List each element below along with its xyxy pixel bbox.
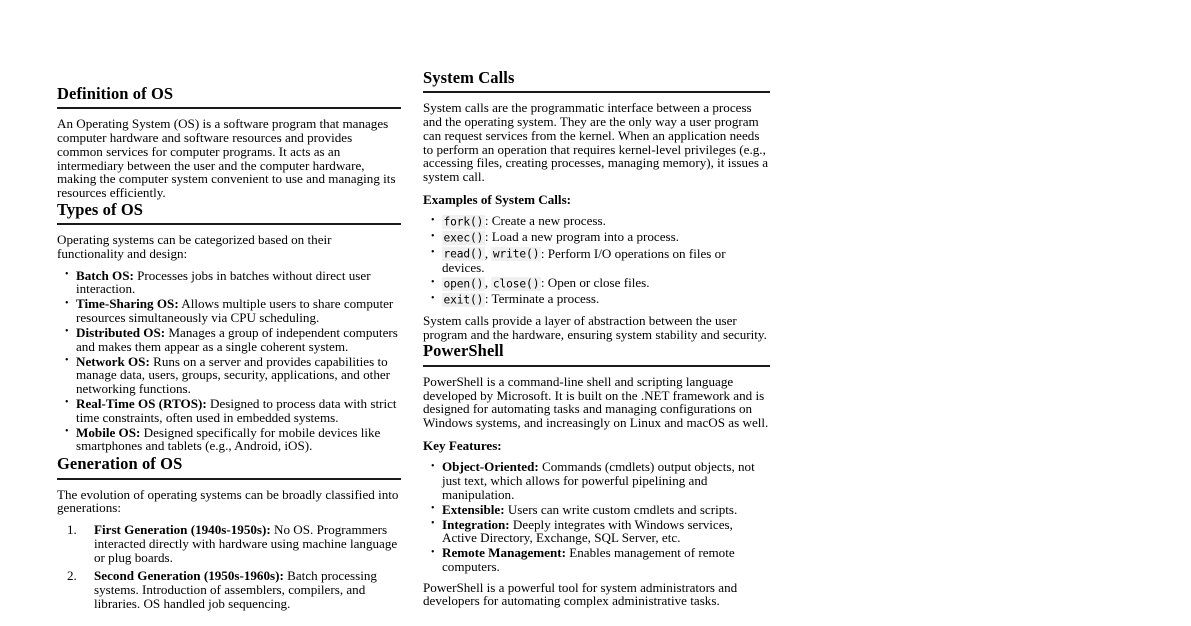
code-span: exit() — [443, 293, 484, 307]
left-column — [57, 84, 401, 615]
right-column — [423, 68, 770, 608]
list-item-text: Designed specifically for mobile devices like smartphones and tablets (e.g., Android, iOS). — [76, 424, 381, 454]
list-item-text: Enables management of remote computers. — [442, 545, 735, 574]
heading-system-calls: System Calls — [423, 68, 770, 93]
list-item-text: Manages a group of independent computers and makes them appear as a single coherent system. — [76, 324, 398, 354]
list-types-of-os — [57, 269, 401, 453]
list-item-term: Integration: — [442, 516, 510, 532]
code-span: write() — [492, 247, 540, 261]
list-item — [431, 460, 770, 501]
list-item-term: Second Generation (1950s-1960s): — [94, 568, 284, 584]
list-item — [431, 546, 770, 573]
lead-in-key-features: Key Features: — [423, 437, 502, 453]
list-item-text: Users can write custom cmdlets and scripts. — [504, 501, 738, 517]
list-item-text: Allows multiple users to share computer resources simultaneously via CPU scheduling. — [76, 296, 394, 325]
list-item-text: : Terminate a process. — [484, 291, 600, 307]
paragraph-definition-of-os: An Operating System (OS) is a software program that manages computer hardware and software resources and provides common services for computer programs. It acts as an intermediary between the user and the computer hardware, making the computer system convenient to use and managing its resources efficiently. — [57, 116, 396, 200]
list-item-term: Batch OS: — [76, 267, 134, 283]
code-span: close() — [492, 277, 540, 291]
list-item — [431, 518, 770, 545]
code-separator: , — [484, 275, 492, 291]
lead-in-examples-of-system-calls: Examples of System Calls: — [423, 191, 572, 207]
list-item-text: : Open or close files. — [540, 275, 650, 291]
list-item — [65, 269, 401, 296]
section-system-calls — [423, 68, 770, 341]
heading-generation-of-os: Generation of OS — [57, 454, 401, 479]
code-span: exec() — [443, 231, 484, 245]
two-column-layout — [0, 68, 1191, 615]
paragraph-powershell-closing: PowerShell is a powerful tool for system administrators and developers for automating complex administrative tasks. — [423, 579, 738, 609]
list-item-text: Designed to process data with strict time constraints, often used in embedded systems. — [76, 395, 397, 425]
list-item-term: Remote Management: — [442, 545, 566, 561]
list-item-text: Runs on a server and provides capabilities to manage data, users, groups, security, applications, and other networking functions. — [76, 353, 391, 396]
list-item-text: Batch processing systems. Introduction of assemblers, compilers, and libraries. OS handled job sequencing. — [94, 568, 377, 611]
section-powershell — [423, 341, 770, 608]
list-item — [431, 276, 770, 291]
list-powershell-features — [423, 460, 770, 573]
heading-powershell: PowerShell — [423, 341, 770, 366]
list-item-term: Extensible: — [442, 501, 505, 517]
list-item — [65, 355, 401, 396]
list-item-term: Real-Time OS (RTOS): — [76, 395, 207, 411]
list-item-text: : Load a new program into a process. — [484, 229, 679, 245]
paragraph-system-calls-closing: System calls provide a layer of abstraction between the user program and the hardware, ensuring system stability and security. — [423, 312, 767, 342]
code-span: open() — [443, 277, 484, 291]
code-span: read() — [443, 247, 484, 261]
list-item — [67, 523, 401, 564]
list-item — [67, 569, 401, 610]
list-item — [431, 214, 770, 229]
list-item-term: Mobile OS: — [76, 424, 141, 440]
list-item — [431, 247, 770, 275]
list-item — [431, 503, 770, 517]
list-item — [431, 230, 770, 245]
list-item-term: Time-Sharing OS: — [76, 296, 179, 312]
section-types-of-os — [57, 200, 401, 453]
list-item-text: Deeply integrates with Windows services, Active Directory, Exchange, SQL Server, etc. — [442, 516, 733, 546]
section-definition-of-os — [57, 84, 401, 200]
code-span: fork() — [443, 215, 484, 229]
list-item-term: Object-Oriented: — [442, 459, 539, 475]
paragraph-types-of-os-intro: Operating systems can be categorized based on their functionality and design: — [57, 232, 332, 261]
list-item-term: First Generation (1940s-1950s): — [94, 522, 271, 538]
paragraph-powershell: PowerShell is a command-line shell and scripting language developed by Microsoft. It is built on the .NET framework and is designed for automating tasks and managing configurations on Windows systems, and increasingly on Linux and macOS as well. — [423, 373, 769, 430]
list-item — [65, 397, 401, 424]
section-generation-of-os — [57, 454, 401, 610]
list-item-text: : Create a new process. — [484, 213, 606, 229]
code-separator: , — [484, 245, 492, 261]
list-item-text: No OS. Programmers interacted directly with hardware using machine language or plug boards. — [94, 522, 398, 565]
list-generations — [57, 523, 401, 610]
list-system-call-examples — [423, 214, 770, 307]
list-item-text: Processes jobs in batches without direct user interaction. — [76, 267, 371, 297]
list-item — [65, 326, 401, 353]
list-item — [65, 297, 401, 324]
list-item — [65, 426, 401, 453]
list-item-term: Network OS: — [76, 353, 150, 369]
paragraph-system-calls: System calls are the programmatic interface between a process and the operating system. They are the only way a user program can request services from the kernel. When an application needs to perform an operation that requires kernel-level privileges (e.g., accessing files, creating processes, managing memory), it issues a system call. — [423, 100, 769, 184]
list-item-text: Commands (cmdlets) output objects, not just text, which allows for powerful pipelining and manipulation. — [442, 459, 755, 502]
list-item-text: : Perform I/O operations on files or devices. — [442, 245, 726, 276]
heading-definition-of-os: Definition of OS — [57, 84, 401, 109]
list-item-term: Distributed OS: — [76, 324, 166, 340]
heading-types-of-os: Types of OS — [57, 200, 401, 225]
paragraph-generation-of-os-intro: The evolution of operating systems can be broadly classified into generations: — [57, 486, 399, 516]
list-item — [431, 292, 770, 307]
